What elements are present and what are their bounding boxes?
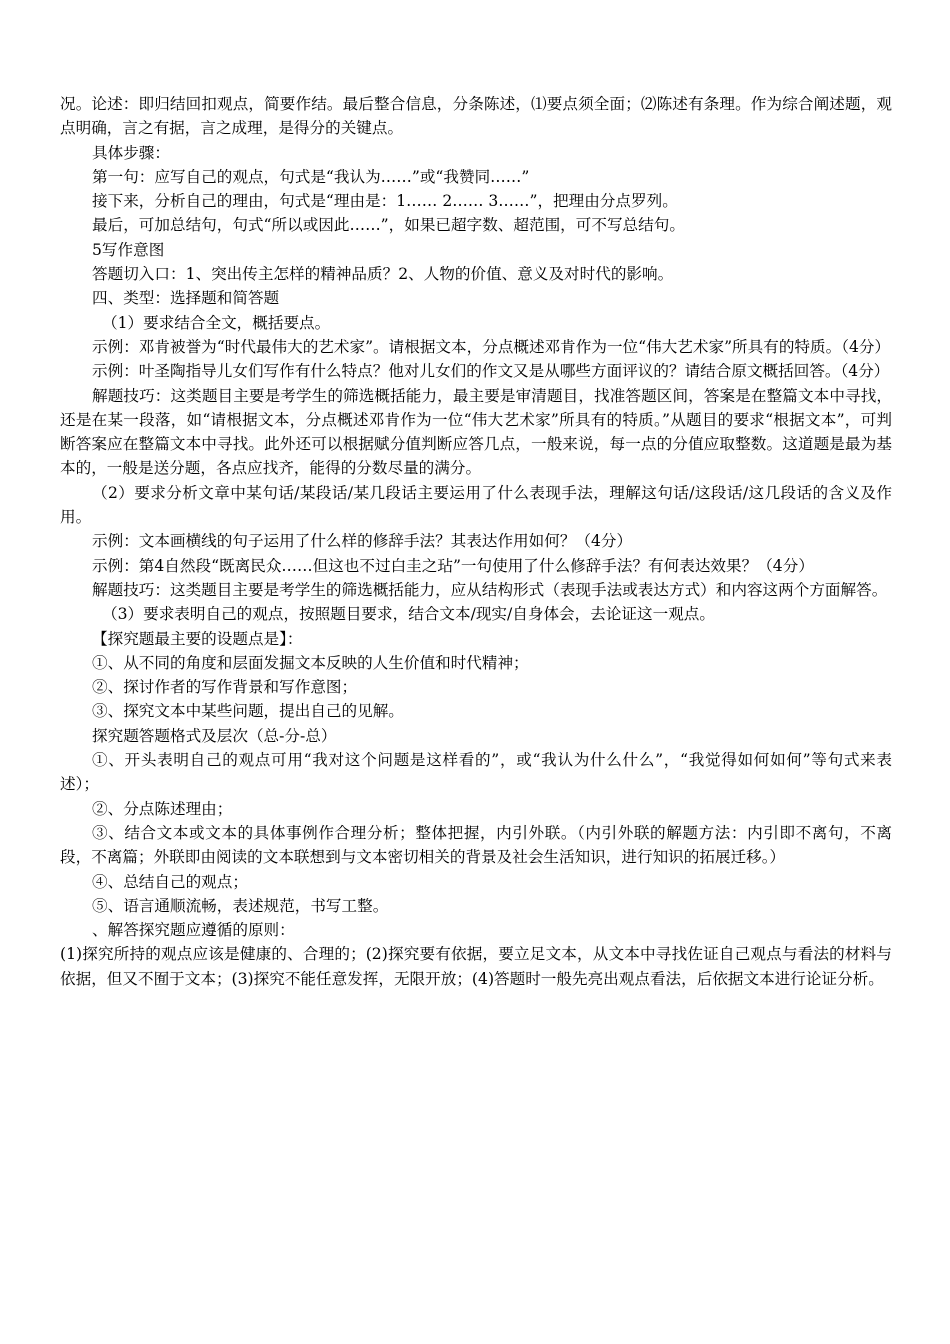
example-paragraph: 示例：第4自然段“既离民众……但这也不过白圭之玷”一句使用了什么修辞手法？有何表达效果？（4分） [92, 556, 814, 575]
subsection-heading: （2）要求分析文章中某句话/某段话/某几段话主要运用了什么表现手法，理解这句话/这段话/这几段话的含义及作用。 [60, 483, 892, 527]
paragraph: (1)探究所持的观点应该是健康的、合理的；(2)探究要有依据，要立足文本，从文本中寻找佐证自己观点与看法的材料与依据，但又不囿于文本；(3)探究不能任意发挥，无限开放；(4)答题时一般先亮出观点看法，后依据文本进行论证分析。 [60, 945, 892, 988]
example-paragraph: 示例：叶圣陶指导儿女们写作有什么特点？他对儿女们的作文又是从哪些方面评议的？请结合原文概括回答。（4分） [92, 362, 890, 381]
document-page [60, 92, 892, 991]
list-item: ③、探究文本中某些问题，提出自己的见解。 [92, 702, 404, 721]
example-paragraph: 示例：邓肯被誉为“时代最伟大的艺术家”。请根据文本，分点概述邓肯作为一位“伟大艺术家”所具有的特质。（4分） [92, 337, 891, 356]
list-item: ③、结合文本或文本的具体事例作合理分析；整体把握，内引外联。（内引外联的解题方法：内引即不离句，不离段，不离篇；外联即由阅读的文本联想到与文本密切相关的背景及社会生活知识，进行知识的拓展迁移。） [60, 823, 892, 867]
paragraph: 最后，可加总结句，句式“所以或因此……”，如果已超字数、超范围，可不写总结句。 [92, 216, 685, 235]
section-heading: 探究题答题格式及层次（总-分-总） [92, 726, 337, 745]
paragraph: 具体步骤： [92, 143, 170, 162]
subsection-heading: （3）要求表明自己的观点，按照题目要求，结合文本/现实/自身体会，去论证这一观点。 [102, 605, 715, 624]
section-heading: 【探究题最主要的设题点是】： [92, 629, 303, 648]
list-item: ①、从不同的角度和层面发掘文本反映的人生价值和时代精神； [92, 653, 529, 672]
list-item: ⑤、语言通顺流畅，表述规范，书写工整。 [92, 896, 389, 915]
paragraph: 第一句：应写自己的观点，句式是“我认为……”或“我赞同……” [92, 167, 530, 186]
example-paragraph: 示例：文本画横线的句子运用了什么样的修辞手法？其表达作用如何？（4分） [92, 532, 633, 551]
list-item: ②、探讨作者的写作背景和写作意图； [92, 678, 358, 697]
tip-paragraph: 解题技巧：这类题目主要是考学生的筛选概括能力，应从结构形式（表现手法或表达方式）和内容这两个方面解答。 [92, 580, 888, 599]
tip-paragraph: 解题技巧：这类题目主要是考学生的筛选概括能力，最主要是审清题目，找准答题区间，答案是在整篇文本中寻找，还是在某一段落，如“请根据文本，分点概述邓肯作为一位“伟大艺术家”所具有的特质。”从题目的要求“根据文本”，可判断答案应在整篇文本中寻找。此外还可以根据赋分值判断应答几点，一般来说，每一点的分值应取整数。这道题是最为基本的，一般是送分题，各点应找齐，能得的分数尽量的满分。 [60, 386, 892, 478]
list-item: ④、总结自己的观点； [92, 872, 248, 891]
paragraph: 况。论述：即归结回扣观点，简要作结。最后整合信息，分条陈述，⑴要点须全面；⑵陈述有条理。作为综合阐述题，观点明确，言之有据，言之成理，是得分的关键点。 [60, 95, 892, 138]
paragraph: 答题切入口：1、突出传主怎样的精神品质？2、人物的价值、意义及对时代的影响。 [92, 265, 674, 284]
section-heading: 5写作意图 [92, 240, 165, 259]
paragraph: 接下来，分析自己的理由，句式是“理由是：1…… 2…… 3……”，把理由分点罗列。 [92, 192, 678, 211]
list-item: ①、开头表明自己的观点可用“我对这个问题是这样看的”，或“我认为什么什么”，“我觉得如何如何”等句式来表述）； [60, 751, 892, 794]
list-item: ②、分点陈述理由； [92, 799, 233, 818]
section-heading: 、解答探究题应遵循的原则： [92, 921, 295, 940]
subsection-heading: （1）要求结合全文，概括要点。 [102, 313, 331, 332]
section-heading: 四、类型：选择题和简答题 [92, 289, 280, 308]
